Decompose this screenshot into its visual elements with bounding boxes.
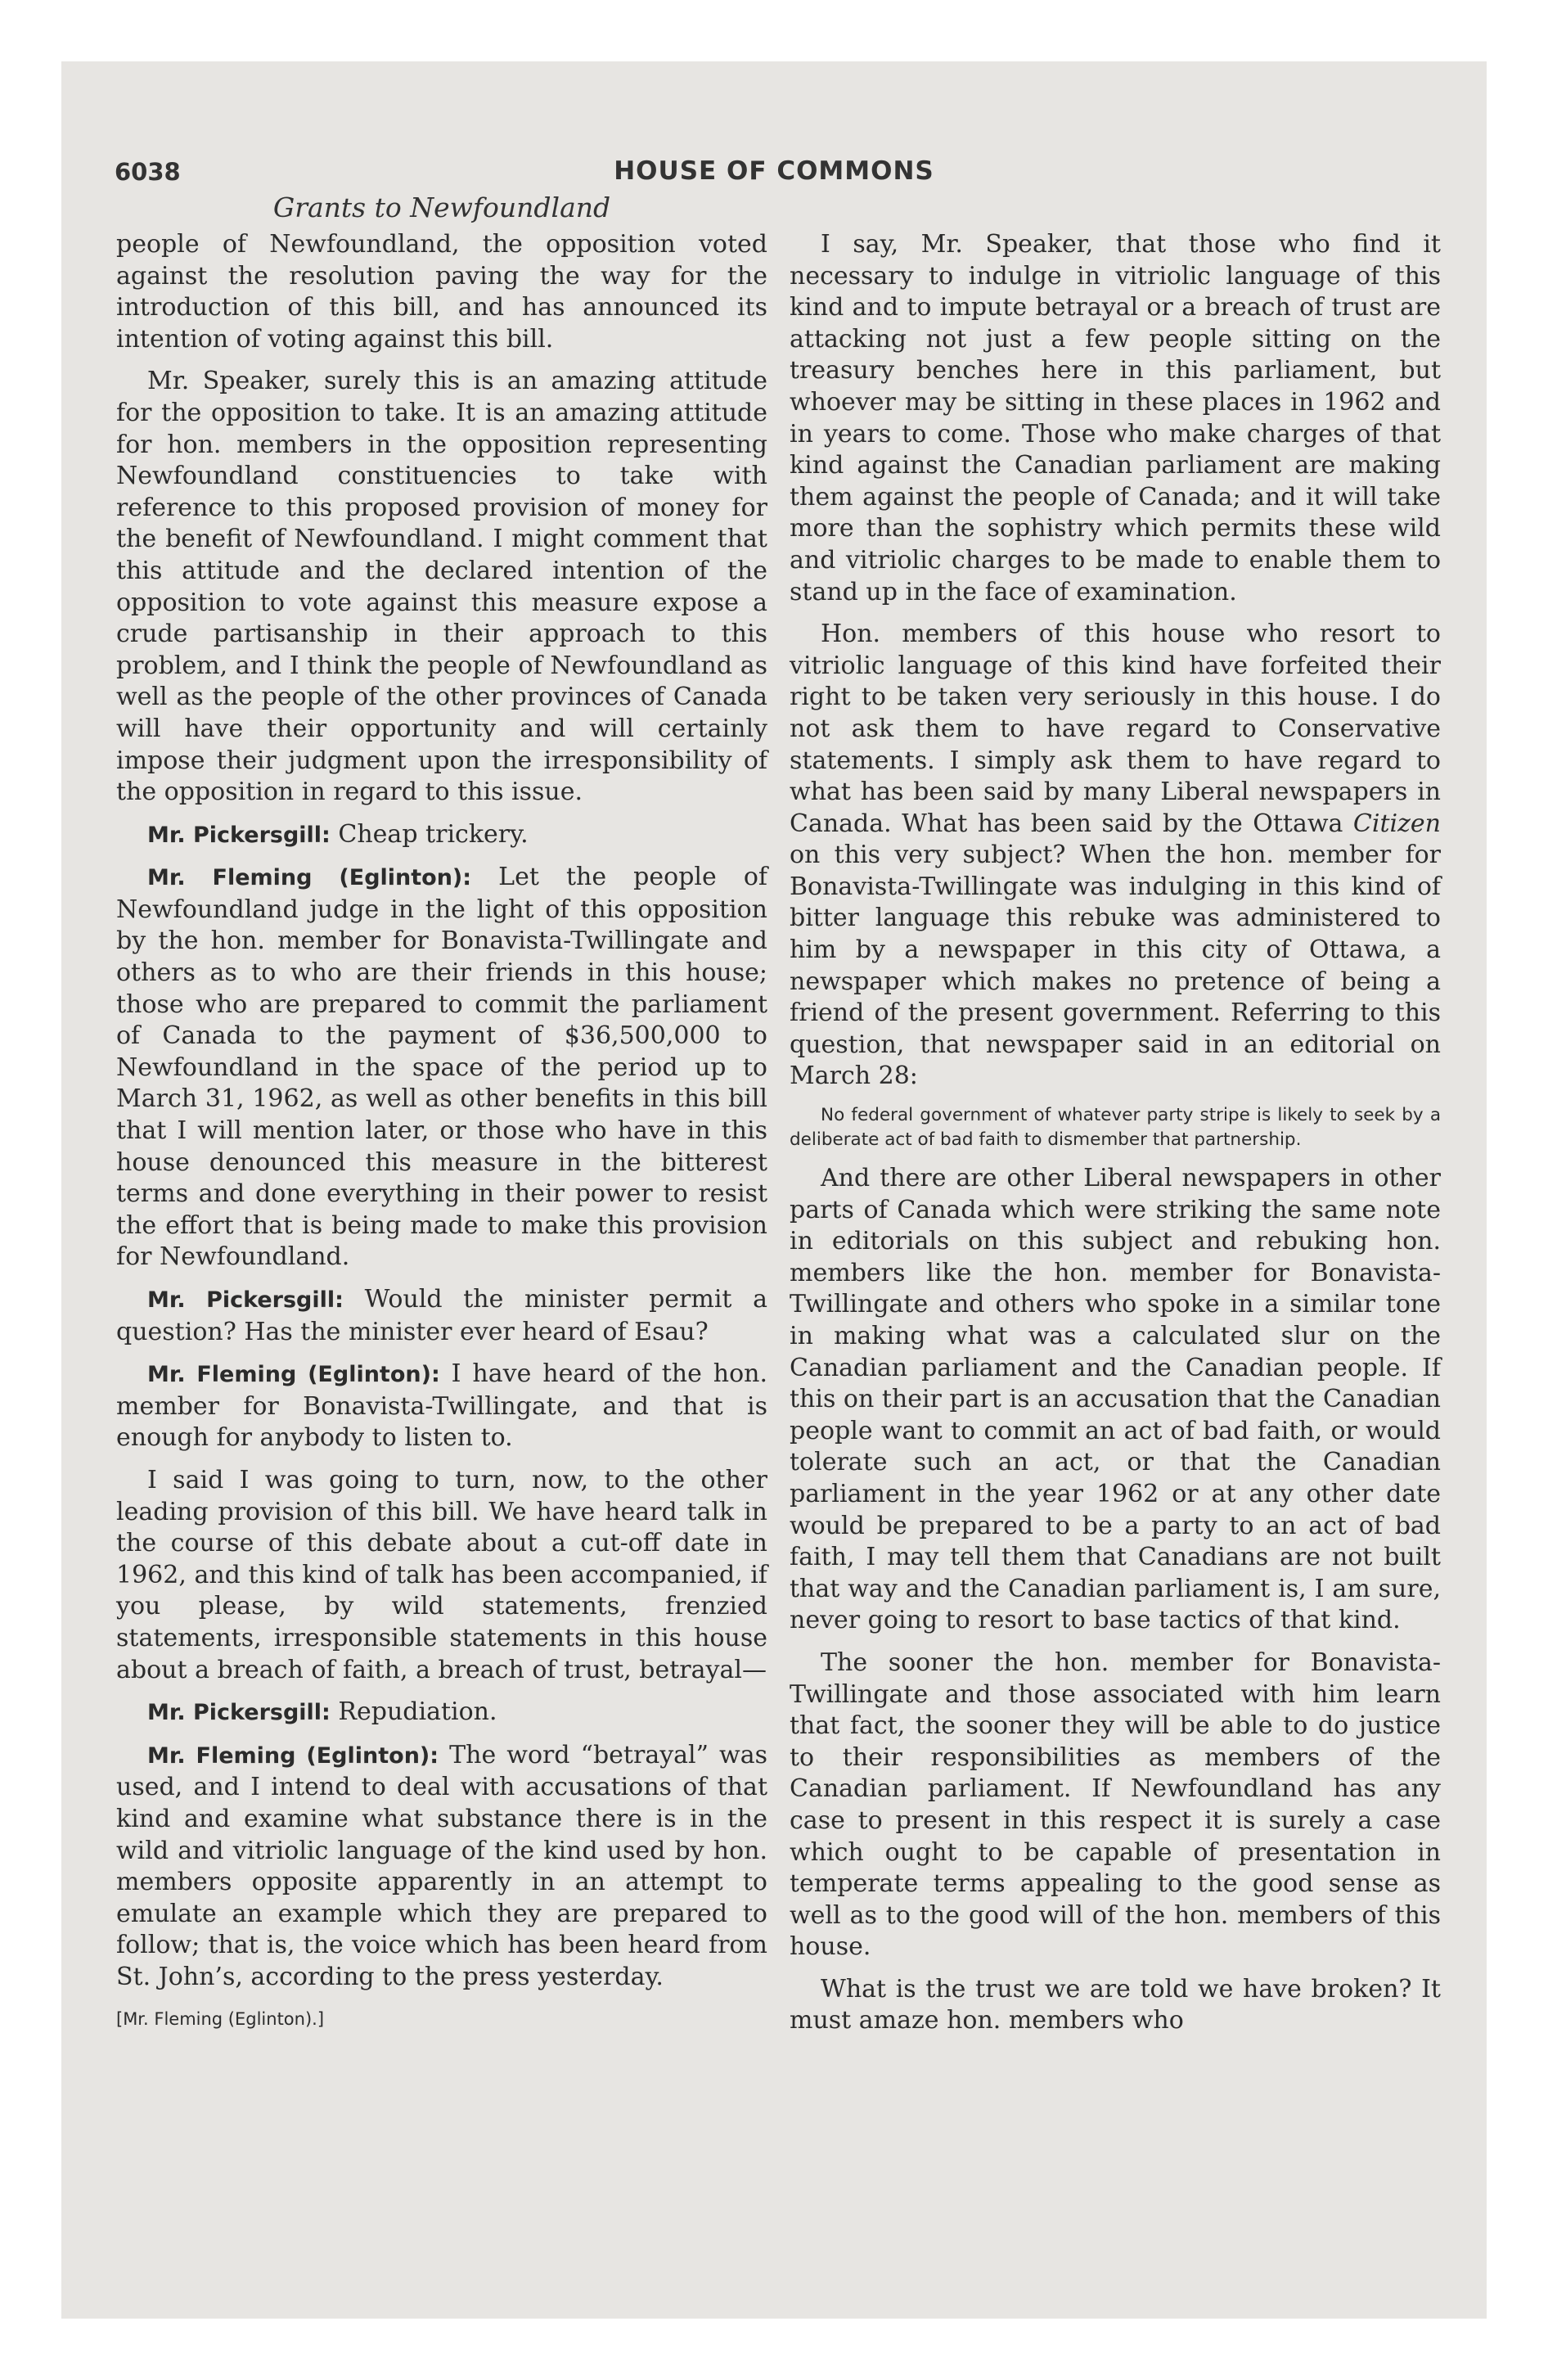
speaker-name: Mr. Pickersgill: — [147, 822, 331, 848]
paragraph — [790, 619, 1441, 1093]
speaker-name: Mr. Fleming (Eglinton): — [147, 865, 472, 891]
speech-text: Would the minister permit a question? Has the minister ever heard of Esau? — [116, 1285, 768, 1346]
speech-text: The word “betrayal” was used, and I intend to deal with accusations of that kind and examine what substance there is in the wild and vitriolic language of the kind used by hon. members opposite apparently in an attempt to emulate an example which they are prepared to follow; that is, the voice which has been heard from St. John’s, according to the press yesterday. — [116, 1740, 768, 1991]
speech — [116, 819, 767, 852]
speech — [116, 1359, 767, 1454]
right-column — [790, 229, 1441, 2048]
speaker-name: Mr. Fleming (Eglinton): — [147, 1362, 440, 1388]
paragraph-text: Hon. members of this house who resort to vitriolic language of this kind have forfeited their right to be taken very seriously in this house. I do not ask them to have regard to Conservative statements. I simply ask them to have regard to what has been said by many Liberal newspapers in Canada. What has been said by the Ottawa — [790, 620, 1441, 838]
speech — [116, 1697, 767, 1729]
speech-text: Let the people of Newfoundland judge in the light of this opposition by the hon. member for Bonavista-Twillingate and others as to who are their friends in this house; those who are prepared to commit the parliament of Canada to the payment of $36,500,000 to Newfoundland in the space of the period up to March 31, 1962, as well as other benefits in this bill that I will mention later, or those who have in this house denounced this measure in the bitterest terms and done everything in their power to resist the effort that is being made to make this provision for Newfoundland. — [116, 863, 767, 1272]
paragraph: The sooner the hon. member for Bonavista-Twillingate and those associated with him learn that fact, the sooner they will be able to do justice to their responsibilities as members of the Canadian parliament. If Newfoundland has any case to present in this respect it is surely a case which ought to be capable of presentation in temperate terms appealing to the good sense as well as to the good will of the hon. members of this house. — [790, 1648, 1441, 1962]
running-head: HOUSE OF COMMONS — [614, 156, 934, 186]
section-subhead: Grants to Newfoundland — [272, 192, 611, 223]
page-number: 6038 — [115, 158, 181, 186]
speaker-footer-tag: [Mr. Fleming (Eglinton).] — [116, 2009, 325, 2030]
speech — [116, 862, 767, 1273]
speech-text: Repudiation. — [338, 1697, 497, 1727]
speech — [116, 1740, 767, 1994]
speech-text: I have heard of the hon. member for Bonavista-Twillingate, and that is enough for anybody to listen to. — [116, 1359, 768, 1453]
speaker-name: Mr. Pickersgill: — [147, 1287, 344, 1313]
paragraph: What is the trust we are told we have broken? It must amaze hon. members who — [790, 1974, 1441, 2035]
block-quote: No federal government of whatever party stripe is likely to seek by a deliberate act of bad faith to dismember that partnership. — [790, 1105, 1441, 1151]
paragraph-text: on this very subject? When the hon. member for Bonavista-Twillingate was indulging in this kind of bitter language this rebuke was administered to him by a newspaper in this city of Ottawa, a newspaper which makes no pretence of being a friend of the present government. Referring to this question, that newspaper said in an editorial on March 28: — [790, 841, 1441, 1091]
paragraph: I say, Mr. Speaker, that those who find it necessary to indulge in vitriolic language of this kind and to impute betrayal or a breach of trust are attacking not just a few people sitting on the treasury benches here in this parliament, but whoever may be sitting in these places in 1962 and in years to come. Those who make charges of that kind against the Canadian parliament are making them against the people of Canada; and it will take more than the sophistry which permits these wild and vitriolic charges to be made to enable them to stand up in the face of examination. — [790, 230, 1441, 606]
speech — [116, 1284, 767, 1348]
speaker-name: Mr. Pickersgill: — [147, 1700, 331, 1726]
paragraph: I said I was going to turn, now, to the other leading provision of this bill. We have heard talk in the course of this debate about a cut-off date in 1962, and this kind of talk has been accompanied, if you please, by wild statements, frenzied statements, irresponsible statements in this house about a breach of faith, a breach of trust, betrayal— — [116, 1465, 767, 1684]
paragraph: people of Newfoundland, the opposition voted against the resolution paving the way for the introduction of this bill, and has announced its intention of voting against this bill. — [116, 230, 767, 354]
speech-text: Cheap trickery. — [338, 819, 529, 849]
speaker-name: Mr. Fleming (Eglinton): — [147, 1742, 439, 1769]
left-column — [116, 229, 767, 2035]
paragraph: And there are other Liberal newspapers in other parts of Canada which were striking the same note in editorials on this subject and rebuking hon. members like the hon. member for Bonavista-Twillingate and others who spoke in a similar tone in making what was a calculated slur on the Canadian parliament and the Canadian people. If this on their part is an accusation that the Canadian people want to commit an act of bad faith, or would tolerate such an act, or that the Canadian parliament in the year 1962 or at any other date would be prepared to be a party to an act of bad faith, I may tell them that Canadians are not built that way and the Canadian parliament is, I am sure, never going to resort to base tactics of that kind. — [790, 1164, 1441, 1635]
paragraph: Mr. Speaker, surely this is an amazing attitude for the opposition to take. It is an amazing attitude for hon. members in the opposition representing Newfoundland constituencies to take with reference to this proposed provision of money for the benefit of Newfoundland. I might comment that this attitude and the declared intention of the opposition to vote against this measure expose a crude partisanship in their approach to this problem, and I think the people of Newfoundland as well as the people of the other provinces of Canada will have their opportunity and will certainly impose their judgment upon the irresponsibility of the opposition in regard to this issue. — [116, 367, 767, 807]
newspaper-name: Citizen — [1352, 809, 1441, 838]
